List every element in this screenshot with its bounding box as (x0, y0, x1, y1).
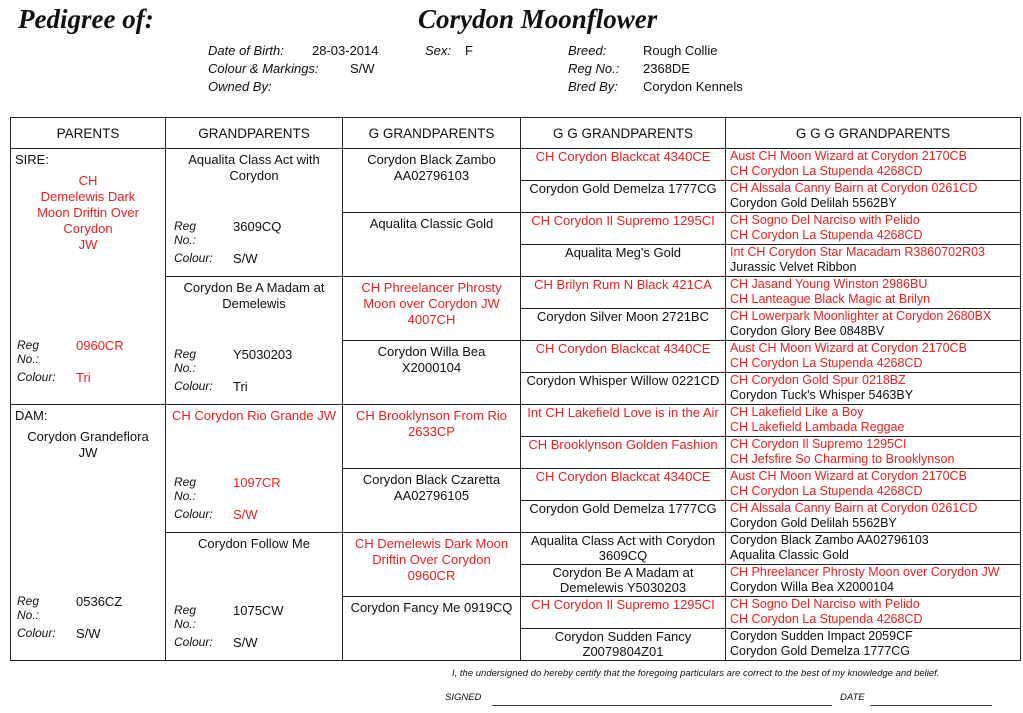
ggg-grandparent-sire: CH Jasand Young Winston 2986BU (730, 277, 928, 291)
ggg-grandparents-cell (726, 501, 1021, 533)
ggg-grandparent-dam: CH Jefsfire So Charming to Brooklynson (730, 452, 955, 466)
gg-grandparent-cell (521, 597, 726, 629)
g-grandparent-name: CH Brooklynson From Rio 2633CP (356, 408, 507, 439)
g-grandparent-name: CH Phreelancer Phrosty Moon over Corydon JW 4007CH (361, 280, 502, 327)
g-grandparent-cell (343, 149, 521, 213)
gg-grandparent-cell (521, 341, 726, 373)
g-grandparent-cell (343, 405, 521, 469)
dob-value: 28-03-2014 (312, 43, 379, 58)
pedigree-table (10, 117, 1021, 661)
ggg-grandparent-sire: CH Alssala Canny Bairn at Corydon 0261CD (730, 181, 978, 195)
grandparent-name: CH Corydon Rio Grande JW (172, 408, 336, 423)
parent-cell (11, 149, 166, 405)
g-grandparent-name: Corydon Willa Bea X2000104 (377, 344, 486, 375)
gg-grandparent-cell (521, 213, 726, 245)
signed-label: SIGNED (445, 692, 482, 703)
ggg-grandparents-cell (726, 405, 1021, 437)
ggg-grandparent-dam: CH Lanteague Black Magic at Brilyn (730, 292, 931, 306)
ggg-grandparent-sire: CH Alssala Canny Bairn at Corydon 0261CD (730, 501, 978, 515)
ggg-grandparents-cell (726, 341, 1021, 373)
grandparent-cell (166, 277, 343, 405)
sex-label: Sex: (425, 43, 452, 58)
gg-grandparent-name: Corydon Whisper Willow 0221CD (526, 373, 720, 388)
sex-value: F (465, 43, 473, 58)
g-grandparent-name: Corydon Fancy Me 0919CQ (350, 600, 513, 615)
reg-label: Reg No.: (174, 347, 197, 375)
gg-grandparent-name: CH Corydon Blackcat 4340CE (535, 469, 711, 484)
grandparent-cell (166, 533, 343, 661)
table-row (11, 405, 1021, 437)
colour-label: Colour: (174, 251, 213, 265)
g-grandparent-cell (343, 341, 521, 405)
gg-grandparent-cell (521, 277, 726, 309)
colour-label: Colour: (17, 626, 56, 640)
reg-number: 1075CW (233, 603, 284, 618)
parent-name: CH Demelewis Dark Moon Driftin Over Corydon JW (37, 173, 139, 252)
ggg-grandparent-sire: Corydon Sudden Impact 2059CF (730, 629, 913, 643)
g-grandparent-cell (343, 533, 521, 597)
reg-label: Reg No.: (568, 61, 620, 76)
gg-grandparent-cell (521, 373, 726, 405)
ggg-grandparent-sire: CH Lowerpark Moonlighter at Corydon 2680BX (730, 309, 992, 323)
reg-label: Reg No.: (17, 594, 40, 622)
reg-value: 2368DE (643, 61, 690, 76)
gg-grandparent-cell (521, 245, 726, 277)
ggg-grandparent-dam: Aqualita Classic Gold (730, 548, 849, 562)
ggg-grandparent-sire: CH Sogno Del Narciso with Pelido (730, 213, 920, 227)
ggg-grandparent-sire: CH Sogno Del Narciso with Pelido (730, 597, 920, 611)
parent-name: Corydon Grandeflora JW (27, 429, 149, 460)
gg-grandparent-name: Corydon Gold Demelza 1777CG (529, 501, 717, 516)
gg-grandparent-name: CH Brooklynson Golden Fashion (528, 437, 718, 452)
pedigree-title-label: Pedigree of: (18, 4, 154, 34)
ggg-grandparents-cell (726, 469, 1021, 501)
colour-value: S/W (350, 61, 375, 76)
colour-value: S/W (76, 626, 101, 641)
reg-label: Reg No.: (17, 338, 40, 366)
ggg-grandparents-cell (726, 373, 1021, 405)
parent-role: SIRE: (15, 152, 49, 167)
ggg-grandparent-sire: CH Corydon Gold Spur 0218BZ (730, 373, 906, 387)
colour-value: S/W (233, 635, 258, 650)
gg-grandparent-name: Int CH Lakefield Love is in the Air (527, 405, 719, 420)
gg-grandparent-name: CH Corydon Blackcat 4340CE (535, 341, 711, 356)
reg-label: Reg No.: (174, 219, 197, 247)
dob-label: Date of Birth: (208, 43, 284, 58)
grandparent-name: Corydon Follow Me (198, 536, 310, 551)
ggg-grandparents-cell (726, 597, 1021, 629)
colour-value: S/W (233, 251, 258, 266)
breed-value: Rough Collie (643, 43, 718, 58)
grandparent-name: Aqualita Class Act with Corydon (188, 152, 320, 183)
gg-grandparent-name: CH Corydon Blackcat 4340CE (535, 149, 711, 164)
ggg-grandparents-cell (726, 149, 1021, 181)
grandparent-name: Corydon Be A Madam at Demelewis (183, 280, 325, 311)
ggg-grandparents-cell (726, 629, 1021, 661)
colour-label: Colour & Markings: (208, 61, 319, 76)
col-parents: PARENTS (11, 118, 166, 149)
gg-grandparent-cell (521, 501, 726, 533)
ggg-grandparents-cell (726, 437, 1021, 469)
gg-grandparent-cell (521, 309, 726, 341)
ggg-grandparents-cell (726, 245, 1021, 277)
ggg-grandparent-dam: Corydon Glory Bee 0848BV (730, 324, 885, 338)
col-g-grandparents: G GRANDPARENTS (343, 118, 521, 149)
gg-grandparent-name: CH Corydon Il Supremo 1295CI (531, 213, 715, 228)
gg-grandparent-cell (521, 533, 726, 565)
breed-label: Breed: (568, 43, 607, 58)
gg-grandparent-name: CH Corydon Il Supremo 1295CI (531, 597, 715, 612)
parent-role: DAM: (15, 408, 48, 423)
ggg-grandparent-dam: Corydon Gold Demelza 1777CG (730, 644, 910, 658)
gg-grandparent-cell (521, 629, 726, 661)
ggg-grandparent-dam: CH Corydon La Stupenda 4268CD (730, 228, 923, 242)
ggg-grandparents-cell (726, 181, 1021, 213)
bred-label: Bred By: (568, 79, 618, 94)
dog-name: Corydon Moonflower (418, 4, 658, 34)
col-grandparents: GRANDPARENTS (166, 118, 343, 149)
ggg-grandparents-cell (726, 565, 1021, 597)
gg-grandparent-name: Corydon Gold Demelza 1777CG (529, 181, 717, 196)
colour-label: Colour: (174, 507, 213, 521)
reg-label: Reg No.: (174, 603, 197, 631)
ggg-grandparent-dam: Corydon Tuck's Whisper 5463BY (730, 388, 914, 402)
gg-grandparent-cell (521, 181, 726, 213)
ggg-grandparent-dam: Corydon Gold Delilah 5562BY (730, 516, 897, 530)
grandparent-cell (166, 149, 343, 277)
g-grandparent-cell (343, 277, 521, 341)
ggg-grandparent-sire: Aust CH Moon Wizard at Corydon 2170CB (730, 469, 967, 483)
ggg-grandparents-cell (726, 277, 1021, 309)
gg-grandparent-name: Aqualita Class Act with Corydon 3609CQ (530, 533, 716, 563)
ggg-grandparent-sire: CH Corydon Il Supremo 1295CI (730, 437, 907, 451)
reg-number: 3609CQ (233, 219, 282, 234)
gg-grandparent-cell (521, 149, 726, 181)
gg-grandparent-cell (521, 565, 726, 597)
col-gg-grandparents: G G GRANDPARENTS (521, 118, 726, 149)
g-grandparent-name: Corydon Black Zambo AA02796103 (367, 152, 496, 183)
g-grandparent-name: Aqualita Classic Gold (369, 216, 494, 231)
ggg-grandparent-dam: CH Corydon La Stupenda 4268CD (730, 484, 923, 498)
g-grandparent-cell (343, 213, 521, 277)
gg-grandparent-name: Corydon Sudden Fancy Z0079804Z01 (554, 629, 692, 659)
ggg-grandparent-dam: CH Corydon La Stupenda 4268CD (730, 612, 923, 626)
signature-line[interactable] (492, 705, 832, 706)
ggg-grandparent-sire: Int CH Corydon Star Macadam R3860702R03 (730, 245, 985, 259)
ggg-grandparent-sire: Aust CH Moon Wizard at Corydon 2170CB (730, 341, 967, 355)
reg-number: 1097CR (233, 475, 281, 490)
parent-cell (11, 405, 166, 661)
colour-label: Colour: (174, 635, 213, 649)
table-row (11, 149, 1021, 181)
date-label: DATE (840, 692, 865, 703)
ggg-grandparents-cell (726, 533, 1021, 565)
gg-grandparent-name: Aqualita Meg's Gold (565, 245, 681, 260)
ggg-grandparent-sire: Corydon Black Zambo AA02796103 (730, 533, 929, 547)
ggg-grandparents-cell (726, 213, 1021, 245)
ggg-grandparent-dam: CH Corydon La Stupenda 4268CD (730, 164, 923, 178)
g-grandparent-cell (343, 469, 521, 533)
gg-grandparent-cell (521, 469, 726, 501)
ggg-grandparent-dam: Jurassic Velvet Ribbon (730, 260, 857, 274)
owned-label: Owned By: (208, 79, 272, 94)
col-ggg-grandparents: G G G GRANDPARENTS (726, 118, 1021, 149)
ggg-grandparent-dam: Corydon Willa Bea X2000104 (730, 580, 894, 594)
reg-number: 0536CZ (76, 594, 123, 609)
g-grandparent-name: Corydon Black Czaretta AA02796105 (362, 472, 501, 503)
ggg-grandparents-cell (726, 309, 1021, 341)
colour-label: Colour: (174, 379, 213, 393)
reg-label: Reg No.: (174, 475, 197, 503)
colour-value: Tri (233, 379, 248, 394)
gg-grandparent-name: Corydon Be A Madam at Demelewis Y5030203 (552, 565, 694, 595)
certification-text: I, the undersigned do hereby certify that the foregoing particulars are correct to the best of my knowledge and belief. (452, 668, 940, 679)
reg-number: 0960CR (76, 338, 124, 353)
bred-value: Corydon Kennels (643, 79, 743, 94)
g-grandparent-name: CH Demelewis Dark Moon Driftin Over Corydon 0960CR (354, 536, 509, 583)
colour-label: Colour: (17, 370, 56, 384)
g-grandparent-cell (343, 597, 521, 661)
ggg-grandparent-dam: Corydon Gold Delilah 5562BY (730, 196, 897, 210)
ggg-grandparent-sire: CH Phreelancer Phrosty Moon over Corydon JW (730, 565, 1000, 579)
date-line[interactable] (870, 705, 992, 706)
ggg-grandparent-dam: CH Lakefield Lambada Reggae (730, 420, 905, 434)
gg-grandparent-name: Corydon Silver Moon 2721BC (537, 309, 709, 324)
ggg-grandparent-sire: Aust CH Moon Wizard at Corydon 2170CB (730, 149, 967, 163)
ggg-grandparent-sire: CH Lakefield Like a Boy (730, 405, 864, 419)
gg-grandparent-cell (521, 405, 726, 437)
gg-grandparent-name: CH Brilyn Rum N Black 421CA (534, 277, 712, 292)
grandparent-cell (166, 405, 343, 533)
ggg-grandparent-dam: CH Corydon La Stupenda 4268CD (730, 356, 923, 370)
colour-value: Tri (76, 370, 91, 385)
colour-value: S/W (233, 507, 258, 522)
gg-grandparent-cell (521, 437, 726, 469)
reg-number: Y5030203 (233, 347, 293, 362)
